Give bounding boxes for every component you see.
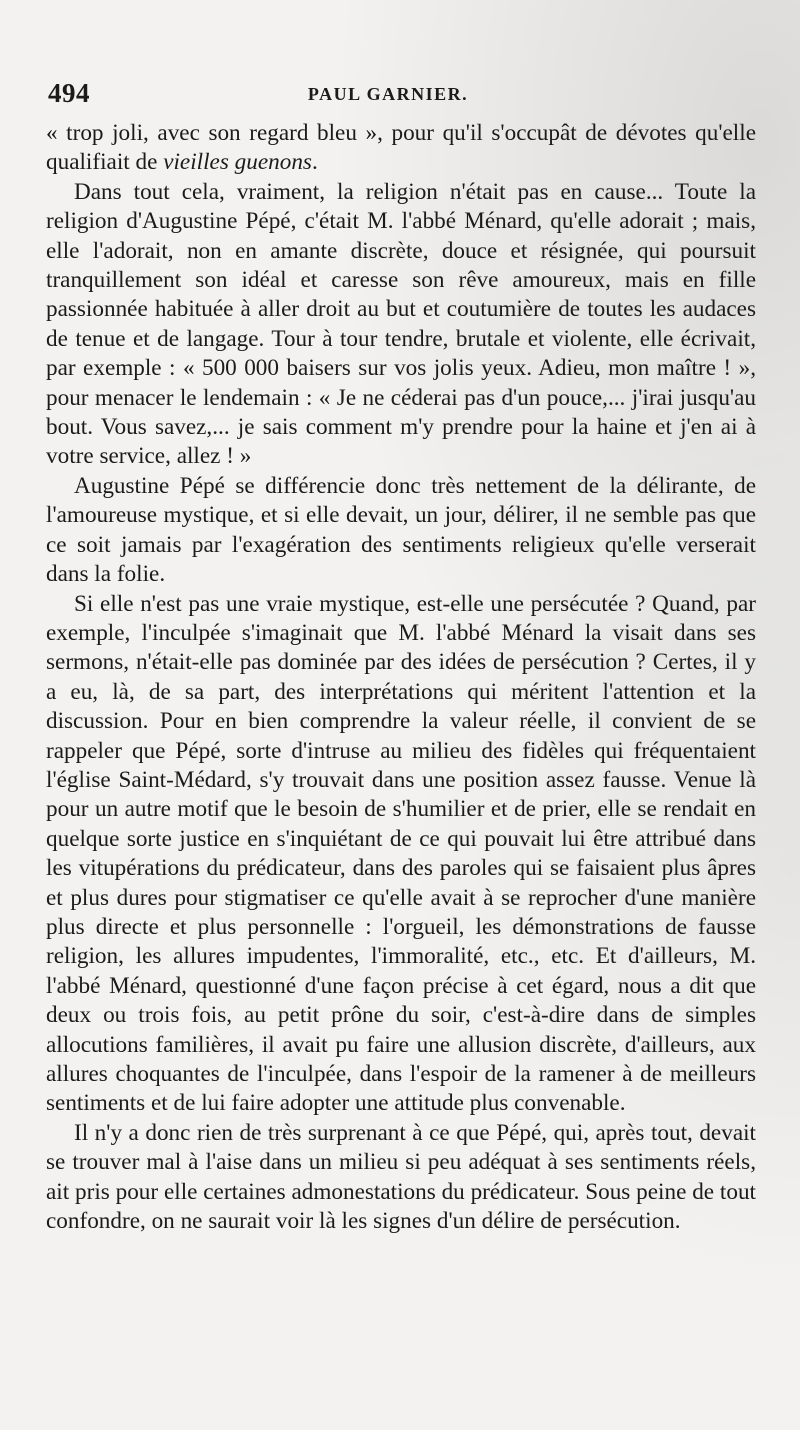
paragraph-4: Si elle n'est pas une vraie mystique, est-elle une persécutée ? Quand, par exemple, l'inculpée s'imaginait que M. l'abbé Ménard la visait dans ses sermons, n'était-elle pas dominée par des idées de persécution ? Certes, il y a eu, là, de sa part, des interprétations qui méritent l'attention et la discussion. Pour en bien comprendre la valeur réelle, il convient de se rappeler que Pépé, sorte d'intruse au milieu des fidèles qui fréquentaient l'église Saint-Médard, s'y trouvait dans une position assez fausse. Venue là pour un autre motif que le besoin de s'humilier et de prier, elle se rendait en quelque sorte justice en s'inquiétant de ce qui pouvait lui être attribué dans les vitupérations du prédicateur, dans des paroles qui se faisaient plus âpres et plus dures pour stigmatiser ce qu'elle avait à se reprocher d'une manière plus directe et plus personnelle : l'orgueil, les démonstrations de fausse religion, les allures impudentes, l'immoralité, etc., etc. Et d'ailleurs, M. l'abbé Ménard, questionné d'une façon précise à cet égard, nous a dit que deux ou trois fois, au petit prône du soir, c'est-à-dire dans de simples allocutions familières, il avait pu faire une allusion discrète, d'ailleurs, aux allures choquantes de l'inculpée, dans l'espoir de la ramener à de meilleurs sentiments et de lui faire adopter une attitude plus convenable. [46, 590, 756, 1117]
paragraph-1-emphasis: vieilles guenons [163, 149, 312, 176]
paragraph-1 [46, 119, 756, 178]
paragraph-1-end: . [311, 149, 318, 176]
paragraph-3: Augustine Pépé se différencie donc très nettement de la délirante, de l'amoureuse mystique, et si elle devait, un jour, délirer, il ne semble pas que ce soit jamais par l'exagération des sentiments religieux qu'elle verserait dans la folie. [46, 472, 756, 588]
page-header [48, 78, 728, 114]
paragraph-2: Dans tout cela, vraiment, la religion n'était pas en cause... Toute la religion d'Augustine Pépé, c'était M. l'abbé Ménard, qu'elle adorait ; mais, elle l'adorait, non en amante discrète, douce et résignée, qui poursuit tranquillement son idéal et caresse son rêve amoureux, mais en fille passionnée habituée à aller droit au but et coutumière de toutes les audaces de tenue et de langage. Tour à tour tendre, brutale et violente, elle écrivait, par exemple : « 500 000 baisers sur vos jolis yeux. Adieu, mon maître ! », pour menacer le lendemain : « Je ne céderai pas d'un pouce,... j'irai jusqu'au bout. Vous savez,... je sais comment m'y prendre pour la haine et j'en ai à votre service, allez ! » [46, 178, 756, 470]
paragraph-5: Il n'y a donc rien de très surprenant à ce que Pépé, qui, après tout, devait se trouver mal à l'aise dans un milieu si peu adéquat à ses sentiments réels, ait pris pour elle certaines admonestations du prédicateur. Sous peine de tout confondre, on ne saurait voir là les signes d'un délire de persécution. [46, 1119, 756, 1235]
running-head: PAUL GARNIER. [307, 84, 469, 104]
page-number: 494 [48, 78, 90, 108]
paragraph-1-text: « trop joli, avec son regard bleu », pour qu'il s'occupât de dévotes qu'elle qualifiait de [46, 120, 756, 176]
body-text [46, 119, 756, 1236]
